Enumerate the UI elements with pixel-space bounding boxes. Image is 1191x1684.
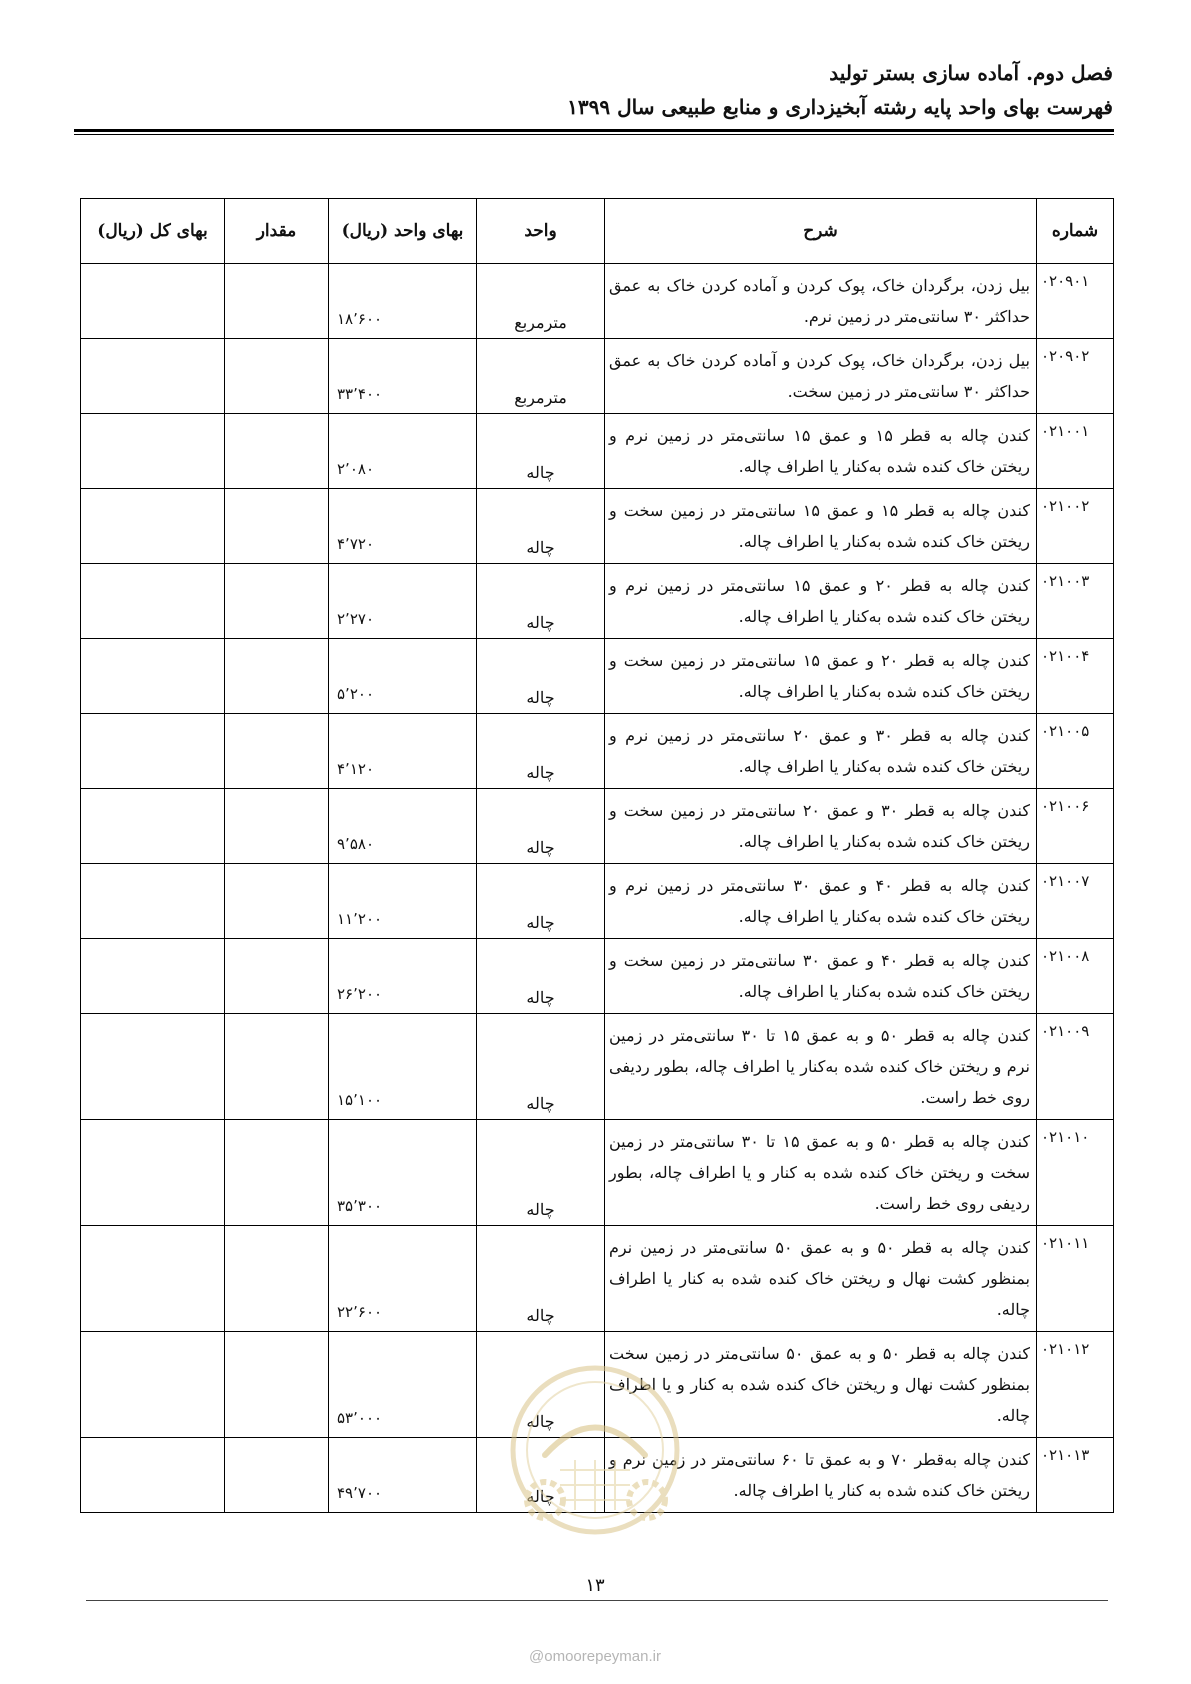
item-code: ۰۲۱۰۱۰ [1037, 1120, 1114, 1226]
item-unit: چاله [477, 1438, 605, 1513]
item-code: ۰۲۱۰۰۷ [1037, 864, 1114, 939]
item-description: کندن چاله به قطر ۵۰ و به عمق ۱۵ تا ۳۰ سانتی‌متر در زمین نرم و ریختن خاک کنده شده به‌کنار یا اطراف چاله، بطور ردیفی روی خط راست. [605, 1014, 1037, 1120]
item-code: ۰۲۰۹۰۱ [1037, 264, 1114, 339]
item-total-price [81, 414, 225, 489]
item-unit-price: ۳۳٬۴۰۰ [329, 339, 477, 414]
item-unit: مترمربع [477, 339, 605, 414]
footer-rule [86, 1600, 1108, 1601]
item-quantity [225, 789, 329, 864]
item-quantity [225, 1226, 329, 1332]
item-code: ۰۲۰۹۰۲ [1037, 339, 1114, 414]
item-unit: چاله [477, 639, 605, 714]
item-quantity [225, 714, 329, 789]
item-description: کندن چاله به‌قطر ۷۰ و به عمق تا ۶۰ سانتی‌متر در زمین نرم و ریختن خاک کنده شده به کنار یا اطراف چاله. [605, 1438, 1037, 1513]
item-unit: چاله [477, 1014, 605, 1120]
item-quantity [225, 1438, 329, 1513]
item-code: ۰۲۱۰۰۴ [1037, 639, 1114, 714]
table-row [81, 864, 1114, 939]
item-total-price [81, 789, 225, 864]
item-unit: چاله [477, 564, 605, 639]
table-header-row [81, 199, 1114, 264]
table-row [81, 489, 1114, 564]
item-total-price [81, 1332, 225, 1438]
item-total-price [81, 489, 225, 564]
item-total-price [81, 714, 225, 789]
item-total-price [81, 864, 225, 939]
item-description: کندن چاله به قطر ۴۰ و عمق ۳۰ سانتی‌متر در زمین سخت و ریختن خاک کنده شده به‌کنار یا اطراف چاله. [605, 939, 1037, 1014]
item-unit-price: ۴٬۷۲۰ [329, 489, 477, 564]
item-quantity [225, 564, 329, 639]
page-number: ۱۳ [585, 1575, 605, 1596]
price-table [80, 198, 1114, 1513]
item-description: کندن چاله به قطر ۲۰ و عمق ۱۵ سانتی‌متر در زمین نرم و ریختن خاک کنده شده به‌کنار یا اطراف چاله. [605, 564, 1037, 639]
item-unit: چاله [477, 1332, 605, 1438]
item-unit-price: ۱۱٬۲۰۰ [329, 864, 477, 939]
column-header-unit-price: بهای واحد (ریال) [329, 199, 477, 264]
page-header [73, 58, 1113, 122]
table-row [81, 714, 1114, 789]
column-header-unit: واحد [477, 199, 605, 264]
table-row [81, 339, 1114, 414]
item-total-price [81, 639, 225, 714]
item-quantity [225, 1014, 329, 1120]
item-code: ۰۲۱۰۱۱ [1037, 1226, 1114, 1332]
item-unit-price: ۴۹٬۷۰۰ [329, 1438, 477, 1513]
table-row [81, 939, 1114, 1014]
chapter-title: فصل دوم. آماده سازی بستر تولید [829, 61, 1113, 85]
table-row [81, 264, 1114, 339]
item-quantity [225, 939, 329, 1014]
item-description: کندن چاله به قطر ۳۰ و عمق ۲۰ سانتی‌متر در زمین سخت و ریختن خاک کنده شده به‌کنار یا اطراف چاله. [605, 789, 1037, 864]
item-unit: چاله [477, 789, 605, 864]
item-total-price [81, 1438, 225, 1513]
item-unit-price: ۲٬۲۷۰ [329, 564, 477, 639]
item-unit-price: ۹٬۵۸۰ [329, 789, 477, 864]
item-unit-price: ۵۳٬۰۰۰ [329, 1332, 477, 1438]
item-description: کندن چاله به قطر ۲۰ و عمق ۱۵ سانتی‌متر در زمین سخت و ریختن خاک کنده شده به‌کنار یا اطراف چاله. [605, 639, 1037, 714]
item-code: ۰۲۱۰۰۵ [1037, 714, 1114, 789]
item-unit: چاله [477, 489, 605, 564]
item-total-price [81, 939, 225, 1014]
item-unit-price: ۲۶٬۲۰۰ [329, 939, 477, 1014]
item-quantity [225, 1332, 329, 1438]
item-description: کندن چاله به قطر ۵۰ و به عمق ۱۵ تا ۳۰ سانتی‌متر در زمین سخت و ریختن خاک کنده شده به کنار و یا اطراف چاله، بطور ردیفی روی خط راست. [605, 1120, 1037, 1226]
item-code: ۰۲۱۰۰۶ [1037, 789, 1114, 864]
table-row [81, 1438, 1114, 1513]
column-header-total-price: بهای کل (ریال) [81, 199, 225, 264]
item-unit: مترمربع [477, 264, 605, 339]
table-row [81, 789, 1114, 864]
item-unit: چاله [477, 864, 605, 939]
header-rule-thin [74, 134, 1114, 135]
item-quantity [225, 489, 329, 564]
item-total-price [81, 1226, 225, 1332]
item-unit: چاله [477, 1120, 605, 1226]
table-row [81, 1332, 1114, 1438]
table-body [81, 264, 1114, 1513]
watermark-url: @omoorepeyman.ir [529, 1648, 661, 1665]
item-code: ۰۲۱۰۱۳ [1037, 1438, 1114, 1513]
header-rule-thick [74, 129, 1114, 132]
table-row [81, 639, 1114, 714]
item-code: ۰۲۱۰۰۲ [1037, 489, 1114, 564]
item-code: ۰۲۱۰۰۸ [1037, 939, 1114, 1014]
item-description: کندن چاله به قطر ۱۵ و عمق ۱۵ سانتی‌متر در زمین سخت و ریختن خاک کنده شده به‌کنار یا اطراف چاله. [605, 489, 1037, 564]
item-unit: چاله [477, 714, 605, 789]
price-list-title: فهرست بهای واحد پایه رشته آبخیزداری و منابع طبیعی سال ۱۳۹۹ [567, 95, 1113, 119]
item-description: کندن چاله به قطر ۴۰ و عمق ۳۰ سانتی‌متر در زمین نرم و ریختن خاک کنده شده به‌کنار یا اطراف چاله. [605, 864, 1037, 939]
item-quantity [225, 339, 329, 414]
item-code: ۰۲۱۰۰۱ [1037, 414, 1114, 489]
item-total-price [81, 1120, 225, 1226]
item-code: ۰۲۱۰۰۹ [1037, 1014, 1114, 1120]
item-description: کندن چاله به قطر ۳۰ و عمق ۲۰ سانتی‌متر در زمین نرم و ریختن خاک کنده شده به‌کنار یا اطراف چاله. [605, 714, 1037, 789]
item-description: کندن چاله به قطر ۱۵ و عمق ۱۵ سانتی‌متر در زمین نرم و ریختن خاک کنده شده به‌کنار یا اطراف چاله. [605, 414, 1037, 489]
item-unit: چاله [477, 939, 605, 1014]
item-unit-price: ۱۵٬۱۰۰ [329, 1014, 477, 1120]
column-header-quantity: مقدار [225, 199, 329, 264]
item-description: کندن چاله به قطر ۵۰ و به عمق ۵۰ سانتی‌متر در زمین نرم بمنظور کشت نهال و ریختن خاک کنده شده به کنار یا اطراف چاله. [605, 1226, 1037, 1332]
column-header-description: شرح [605, 199, 1037, 264]
item-unit-price: ۴٬۱۲۰ [329, 714, 477, 789]
item-quantity [225, 639, 329, 714]
table-row [81, 564, 1114, 639]
item-unit-price: ۲۲٬۶۰۰ [329, 1226, 477, 1332]
item-total-price [81, 264, 225, 339]
table-row [81, 1226, 1114, 1332]
table-row [81, 414, 1114, 489]
item-quantity [225, 1120, 329, 1226]
item-description: کندن چاله به قطر ۵۰ و به عمق ۵۰ سانتی‌متر در زمین سخت بمنظور کشت نهال و ریختن خاک کنده شده به کنار و یا اطراف چاله. [605, 1332, 1037, 1438]
item-code: ۰۲۱۰۱۲ [1037, 1332, 1114, 1438]
table-row [81, 1120, 1114, 1226]
item-total-price [81, 1014, 225, 1120]
column-header-code: شماره [1037, 199, 1114, 264]
item-total-price [81, 564, 225, 639]
item-unit-price: ۱۸٬۶۰۰ [329, 264, 477, 339]
item-unit: چاله [477, 414, 605, 489]
item-unit-price: ۲٬۰۸۰ [329, 414, 477, 489]
item-unit: چاله [477, 1226, 605, 1332]
item-description: بیل زدن، برگردان خاک، پوک کردن و آماده کردن خاک به عمق حداکثر ۳۰ سانتی‌متر در زمین نرم. [605, 264, 1037, 339]
item-quantity [225, 864, 329, 939]
item-quantity [225, 264, 329, 339]
item-total-price [81, 339, 225, 414]
item-description: بیل زدن، برگردان خاک، پوک کردن و آماده کردن خاک به عمق حداکثر ۳۰ سانتی‌متر در زمین سخت. [605, 339, 1037, 414]
item-unit-price: ۳۵٬۳۰۰ [329, 1120, 477, 1226]
item-code: ۰۲۱۰۰۳ [1037, 564, 1114, 639]
table-row [81, 1014, 1114, 1120]
item-quantity [225, 414, 329, 489]
item-unit-price: ۵٬۲۰۰ [329, 639, 477, 714]
